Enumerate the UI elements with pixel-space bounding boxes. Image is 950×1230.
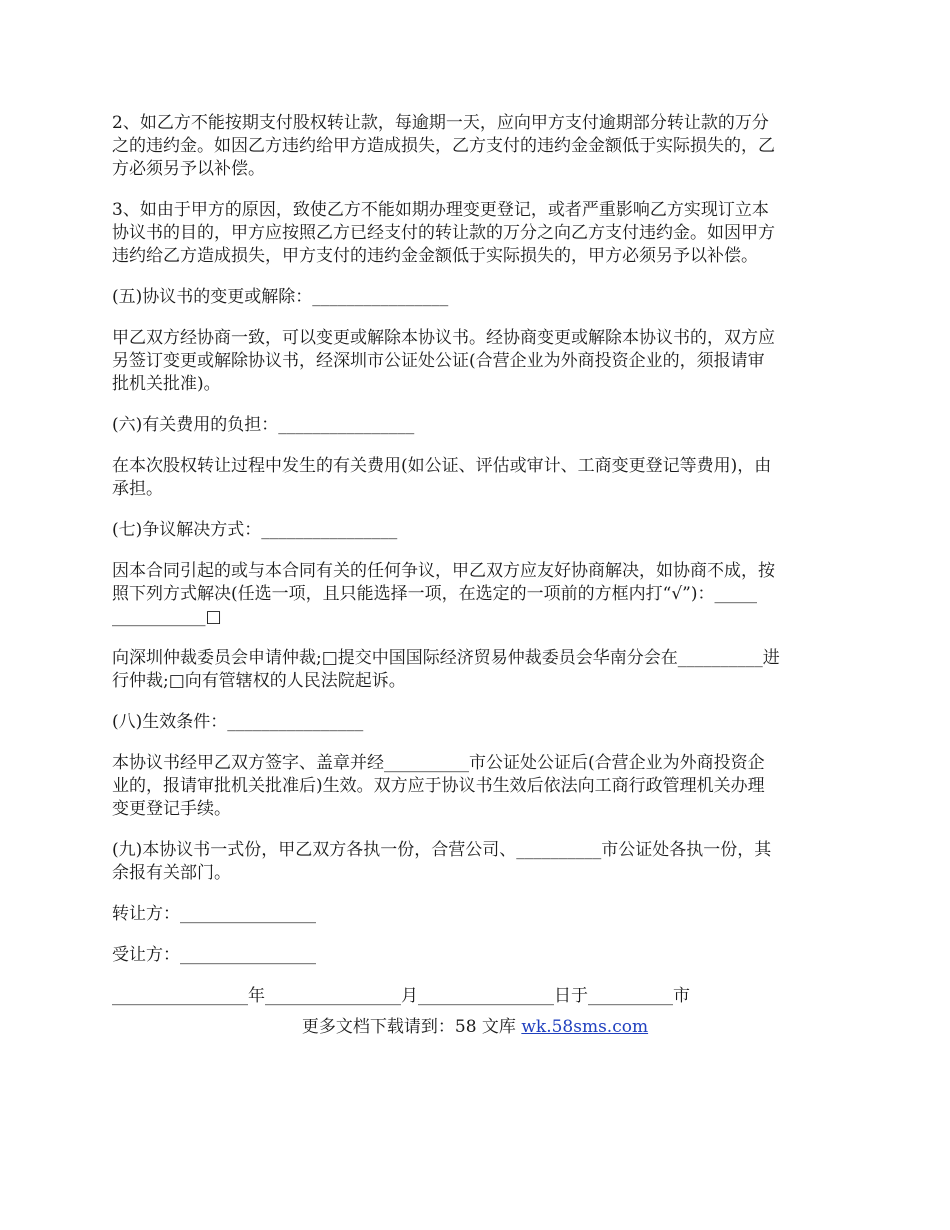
text-line: (六)有关费用的负担：________________ [112, 415, 415, 435]
text-line: 甲乙双方经协商一致，可以变更或解除本协议书。经协商变更或解除本协议书的，双方应 [112, 328, 775, 348]
text-line: (五)协议书的变更或解除：________________ [112, 287, 449, 307]
text-line: 3、如由于甲方的原因，致使乙方不能如期办理变更登记，或者严重影响乙方实现订立本 [112, 200, 769, 220]
section-6-heading [112, 414, 840, 437]
section-7-heading [112, 519, 840, 542]
text-line: ________________年________________月________________日于__________市 [112, 986, 690, 1006]
text-line: ___________□ [112, 607, 222, 627]
text-line: 照下列方式解决(任选一项，且只能选择一项，在选定的一项前的方框内打“√”)：_____ [112, 584, 757, 604]
section-9 [112, 839, 840, 885]
section-5-body [112, 327, 840, 396]
text-line: 之的违约金。如因乙方违约给甲方造成损失，乙方支付的违约金金额低于实际损失的，乙 [112, 136, 775, 156]
text-line: 2、如乙方不能按期支付股权转让款，每逾期一天，应向甲方支付逾期部分转让款的万分 [112, 113, 769, 133]
text-line: 承担。 [112, 479, 163, 499]
section-7-options [112, 647, 840, 693]
text-line: 另签订变更或解除协议书，经深圳市公证处公证(合营企业为外商投资企业的，须报请审 [112, 351, 765, 371]
section-5-heading [112, 286, 840, 309]
text-line: 余报有关部门。 [112, 863, 231, 883]
text-line: 向深圳仲裁委员会申请仲裁;□提交中国国际经济贸易仲裁委员会华南分会在__________进 [112, 648, 780, 668]
section-6-body [112, 455, 840, 501]
text-line: 因本合同引起的或与本合同有关的任何争议，甲乙双方应友好协商解决，如协商不成，按 [112, 561, 775, 581]
text-line: 转让方：________________ [112, 904, 316, 924]
text-line: 批机关批准)。 [112, 374, 221, 394]
text-line: 变更登记手续。 [112, 799, 231, 819]
text-line: 行仲裁;□向有管辖权的人民法院起诉。 [112, 671, 406, 691]
section-8-body [112, 752, 840, 821]
document-page [112, 112, 840, 1026]
text-line: 本协议书经甲乙双方签字、盖章并经__________市公证处公证后(合营企业为外商投资企 [112, 753, 765, 773]
text-line: (八)生效条件：________________ [112, 712, 364, 732]
text-line: (九)本协议书一式份，甲乙双方各执一份，合营公司、__________市公证处各执一份，其 [112, 840, 772, 860]
paragraph-penalty-2 [112, 112, 840, 181]
transferee-signature [112, 944, 840, 967]
text-line: 协议书的目的，甲方应按照乙方已经支付的转让款的万分之向乙方支付违约金。如因甲方 [112, 223, 775, 243]
text-line: 方必须另予以补偿。 [112, 159, 265, 179]
text-line: 违约给乙方造成损失，甲方支付的违约金金额低于实际损失的，甲方必须另予以补偿。 [112, 246, 758, 266]
section-7-body [112, 560, 840, 629]
date-place-line [112, 985, 840, 1008]
text-line: 受让方：________________ [112, 945, 316, 965]
text-line: 业的，报请审批机关批准后)生效。双方应于协议书生效后依法向工商行政管理机关办理 [112, 776, 765, 796]
section-8-heading [112, 711, 840, 734]
text-line: 在本次股权转让过程中发生的有关费用(如公证、评估或审计、工商变更登记等费用)，由 [112, 456, 772, 476]
footer-text: 更多文档下载请到：58 文库 [301, 1017, 522, 1037]
footer-link[interactable]: wk.58sms.com [521, 1017, 649, 1037]
download-footer [0, 1016, 950, 1038]
paragraph-penalty-3 [112, 199, 840, 268]
transferor-signature [112, 903, 840, 926]
text-line: (七)争议解决方式：________________ [112, 520, 398, 540]
